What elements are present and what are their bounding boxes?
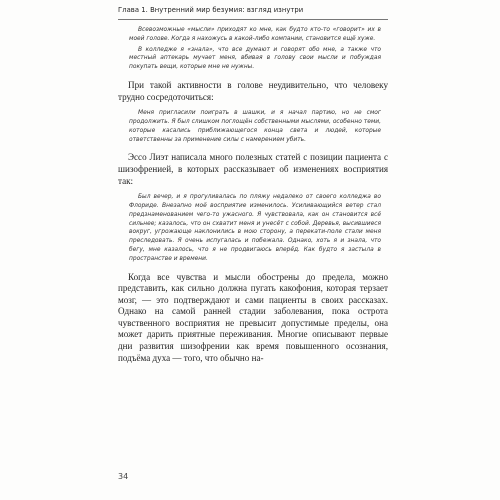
running-header: Глава 1. Внутренний мир безумия: взгляд изнутри	[118, 6, 388, 20]
quote-paragraph: Меня пригласили поиграть в шашки, и я начал партию, но не смог продолжить. Я был слишком поглощён собственными мыслями, особенно теми, которые касались приближающегося конца света и людей, которые ответственны за применение силы с намерением убить.	[129, 110, 381, 143]
body-paragraph-3	[118, 272, 388, 365]
quote-block-3	[129, 193, 381, 263]
body-paragraph-1	[118, 80, 388, 103]
quote-block-2	[129, 109, 381, 144]
quote-paragraph: В колледже я «знала», что все думают и говорят обо мне, а также что местный аптекарь мучает меня, вбивая в голову свои мысли и побуждая покупать вещи, которые мне не нужны.	[129, 46, 381, 71]
book-page	[118, 6, 388, 496]
quote-paragraph: Был вечер, и я прогуливалась по пляжу недалеко от своего колледжа во Флориде. Внезапно моё восприятие изменилось. Усиливающийся ветер стал предзнаменованием чего-то ужасного. Я чувствовала, как он становится всё сильнее; казалось, что он схватит меня и унесёт с собой. Деревья, высившиеся вокруг, угрожающе наклонились в мою сторону, а перекати-поле стали меня преследовать. Я очень испугалась и побежала. Однако, хоть я и знала, что бегу, мне казалось, что я не продвигаюсь вперёд. Как будто я застыла в пространстве и времени.	[129, 194, 381, 262]
body-paragraph-2	[118, 152, 388, 187]
body-text: При такой активности в голове неудивительно, что человеку трудно сосредоточиться:	[118, 79, 388, 102]
quote-paragraph: Всевозможные «мысли» приходят ко мне, как будто кто-то «говорит» их в моей голове. Когда я нахожусь в какой-либо компании, становится ещё хуже.	[129, 27, 381, 42]
quote-block-1	[129, 26, 381, 72]
body-text: Когда все чувства и мысли обострены до предела, можно представить, как сильно должна пугать какофония, которая терзает мозг, — это подтверждают и сами пациенты в своих рассказах. Однако на самой ранней стадии заболевания, пока острота чувственного восприятия не превысит допустимые пределы, она может дарить приятные переживания. Многие описывают первые дни развития шизофрении как время повышенного осознания, подъёма духа — того, что обычно на-	[118, 271, 388, 363]
page-number: 34	[118, 472, 129, 481]
body-text: Эссо Лиэт написала много полезных статей с позиции пациента с шизофренией, в которых рассказывает об изменениях восприятия так:	[118, 152, 388, 186]
